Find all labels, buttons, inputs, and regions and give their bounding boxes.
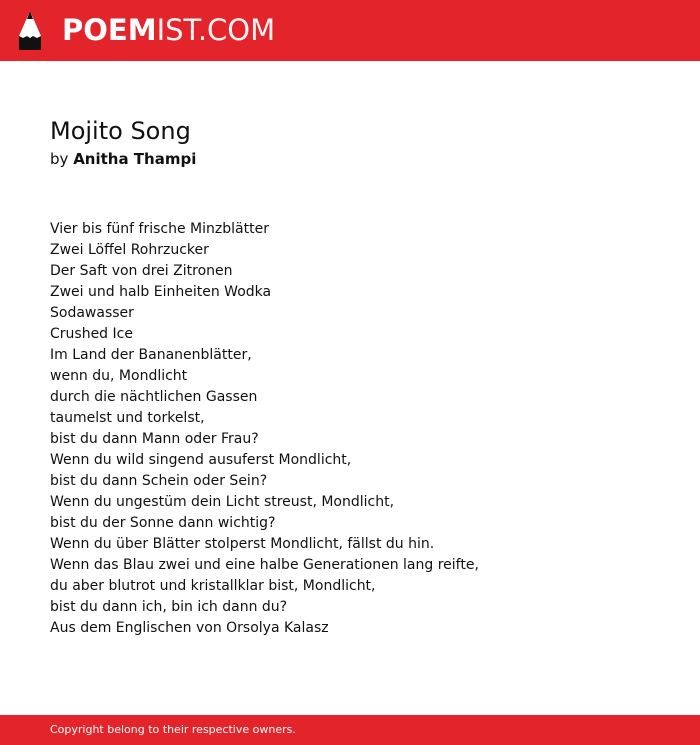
- poem-line: Vier bis fünf frische Minzblätter: [50, 221, 269, 237]
- poem-line: wenn du, Mondlicht: [50, 368, 188, 384]
- poem-body: [50, 219, 670, 639]
- poem-author: Anitha Thampi: [73, 150, 197, 168]
- poem-line: Crushed Ice: [50, 326, 133, 342]
- poem-line: Wenn du wild singend ausuferst Mondlicht,: [50, 452, 352, 468]
- poem-line: bist du der Sonne dann wichtig?: [50, 515, 276, 531]
- poem-line: taumelst und torkelst,: [50, 410, 205, 426]
- site-header: [0, 0, 700, 61]
- poem-line: Sodawasser: [50, 305, 134, 321]
- pen-nib-icon[interactable]: [16, 10, 44, 52]
- site-footer: [0, 715, 700, 745]
- byline-prefix: by: [50, 150, 69, 168]
- poem-line: Zwei und halb Einheiten Wodka: [50, 284, 272, 300]
- brand-name-light: IST.COM: [156, 13, 276, 47]
- poem-line: Aus dem Englischen von Orsolya Kalasz: [50, 620, 329, 636]
- poem-line: Wenn das Blau zwei und eine halbe Generationen lang reifte,: [50, 557, 479, 573]
- poem-title: Mojito Song: [50, 117, 191, 145]
- poem-line: du aber blutrot und kristallklar bist, Mondlicht,: [50, 578, 376, 594]
- site-logo[interactable]: [62, 13, 275, 47]
- poem-line: bist du dann Mann oder Frau?: [50, 431, 259, 447]
- brand-name-bold: POEM: [62, 13, 157, 47]
- poem-line: durch die nächtlichen Gassen: [50, 389, 258, 405]
- poem-line: Wenn du über Blätter stolperst Mondlicht, fällst du hin.: [50, 536, 435, 552]
- poem-line: Zwei Löffel Rohrzucker: [50, 242, 209, 258]
- poem-line: Der Saft von drei Zitronen: [50, 263, 233, 279]
- poem-line: bist du dann ich, bin ich dann du?: [50, 599, 288, 615]
- poem-line: Wenn du ungestüm dein Licht streust, Mondlicht,: [50, 494, 395, 510]
- copyright-notice: Copyright belong to their respective owners.: [50, 723, 296, 736]
- poem-byline: [50, 149, 196, 169]
- poem-line: bist du dann Schein oder Sein?: [50, 473, 268, 489]
- poem-line: Im Land der Bananenblätter,: [50, 347, 252, 363]
